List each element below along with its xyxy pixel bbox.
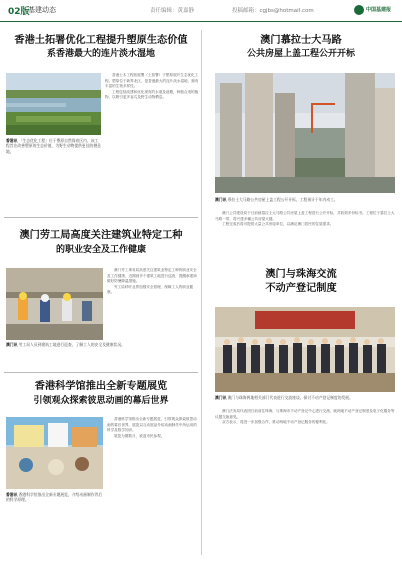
body-paragraph: 展览为期数月，欢迎市民参观。	[114, 433, 165, 438]
article-body-continued	[105, 140, 199, 206]
article-body	[215, 211, 395, 257]
body-paragraph: 工程完成后将可提供大量公共房屋单位，以满足澳门居民的住屋需求。	[222, 222, 334, 227]
article-subtitle: 引领观众探索彼思动画的幕后世界	[33, 396, 169, 406]
body-paragraph: 香港土木工程拓展署（土拓署）于塱原展开生态优化工程。塱原位于新界北区，是香港最大的连片淡水湿地，拥有丰富的生物多样性。	[105, 73, 199, 89]
body-paragraph: 香港科学馆推出全新专题展览，引领观众探索彼思动画的幕后世界，展览以互动展品介绍动画制作中所运用的科学及数学知识。	[107, 417, 197, 433]
caption-text: 「生态优化工程」位于塱原自然保育区内，该工程旨在改善塱原的生态价值，为野生动物提供更佳的栖息地。	[6, 138, 101, 154]
article-title: 澳门与珠海交流	[265, 268, 337, 280]
exhibition-photo	[6, 417, 103, 489]
caption-dateline: 澳门讯	[6, 342, 18, 347]
body-paragraph: 双方表示，将进一步加强合作，推动两地不动产登记服务的便利化。	[222, 420, 330, 425]
logo-mark-icon	[354, 5, 364, 15]
body-paragraph: 工程包括改建和优化现有的水道及池塘，种植合适的植物，以吸引更多雀鸟及野生动物栖息。	[105, 89, 199, 100]
article-body	[107, 268, 199, 348]
construction-site-photo	[215, 73, 395, 193]
article-subtitle: 公共房屋上盖工程公开开标	[246, 49, 355, 59]
photo-caption	[6, 492, 103, 554]
article-subtitle: 不动产登记制度	[265, 282, 337, 294]
article-title: 澳门劳工局高度关注建筑业特定工种	[19, 229, 183, 241]
page-header	[0, 0, 402, 22]
body-paragraph: 澳门劳工事务局高度关注建筑业特定工种的职业安全及工作健康，近期到多个建筑工地进行巡查，提醒承建商做好防暑降温措施。	[107, 268, 197, 284]
wetland-photo	[6, 73, 101, 135]
photo-caption	[6, 138, 101, 174]
caption-dateline: 澳门讯	[215, 395, 227, 400]
body-paragraph: 澳门法务局代表团日前前往珠海，与珠海市不动产登记中心进行交流，就两地不动产登记制度及电子化服务等议题交换意见。	[215, 409, 395, 419]
article-title: 香港土拓署优化工程提升塱原生态价值	[14, 34, 188, 46]
body-paragraph: 劳工局呼吁业界加强安全管理，保障工人的职业健康。	[107, 284, 194, 295]
section-name: 基建动态	[28, 6, 56, 14]
meeting-photo	[215, 307, 395, 392]
editor-credit: 责任编辑：黄嘉静	[150, 8, 195, 14]
caption-dateline: 澳门讯	[215, 197, 227, 202]
article-title: 香港科学馆推出全新专题展览	[34, 380, 168, 392]
caption-text: 香港科学馆推出全新专题展览，介绍动画制作背后的科学原理。	[6, 492, 103, 503]
article-body	[105, 73, 199, 139]
caption-text: 劳工局人员到建筑工地进行巡查，了解工人的安全及健康状况。	[18, 342, 125, 347]
caption-text: 澳门与珠海两地相关部门代表进行交流座谈，探讨不动产登记制度的发展。	[227, 395, 353, 400]
photo-caption	[215, 197, 395, 209]
worksite-inspection-photo	[6, 268, 103, 340]
logo-text: 中国基建报	[366, 7, 392, 13]
caption-dateline: 香港讯	[6, 138, 18, 143]
page-number: 02版	[8, 7, 30, 17]
article-body	[215, 409, 395, 549]
caption-dateline: 香港讯	[6, 492, 18, 497]
section-divider	[4, 372, 198, 373]
column-divider	[201, 30, 202, 555]
caption-text: 慕拉士大马路公共房屋上盖工程公开开标，工程预计于年内动工。	[227, 197, 338, 202]
article-body	[107, 417, 199, 557]
photo-caption	[215, 395, 395, 407]
newspaper-logo	[354, 3, 396, 19]
submission-email: 投稿邮箱：cgjbs@hotmail.com	[232, 8, 314, 14]
photo-caption	[6, 342, 200, 376]
article-subtitle: 系香港最大的连片淡水湿地	[46, 49, 155, 59]
section-divider	[4, 217, 198, 218]
article-subtitle: 的职业安全及工作健康	[55, 245, 146, 255]
body-paragraph: 澳门公共建设局于日前就慕拉士大马路公共房屋上盖工程进行公开开标，共收到多份标书。工程位于慕拉士大马路一带，将兴建多幢公共房屋大楼。	[215, 211, 395, 221]
article-title: 澳门慕拉士大马路	[260, 34, 342, 46]
